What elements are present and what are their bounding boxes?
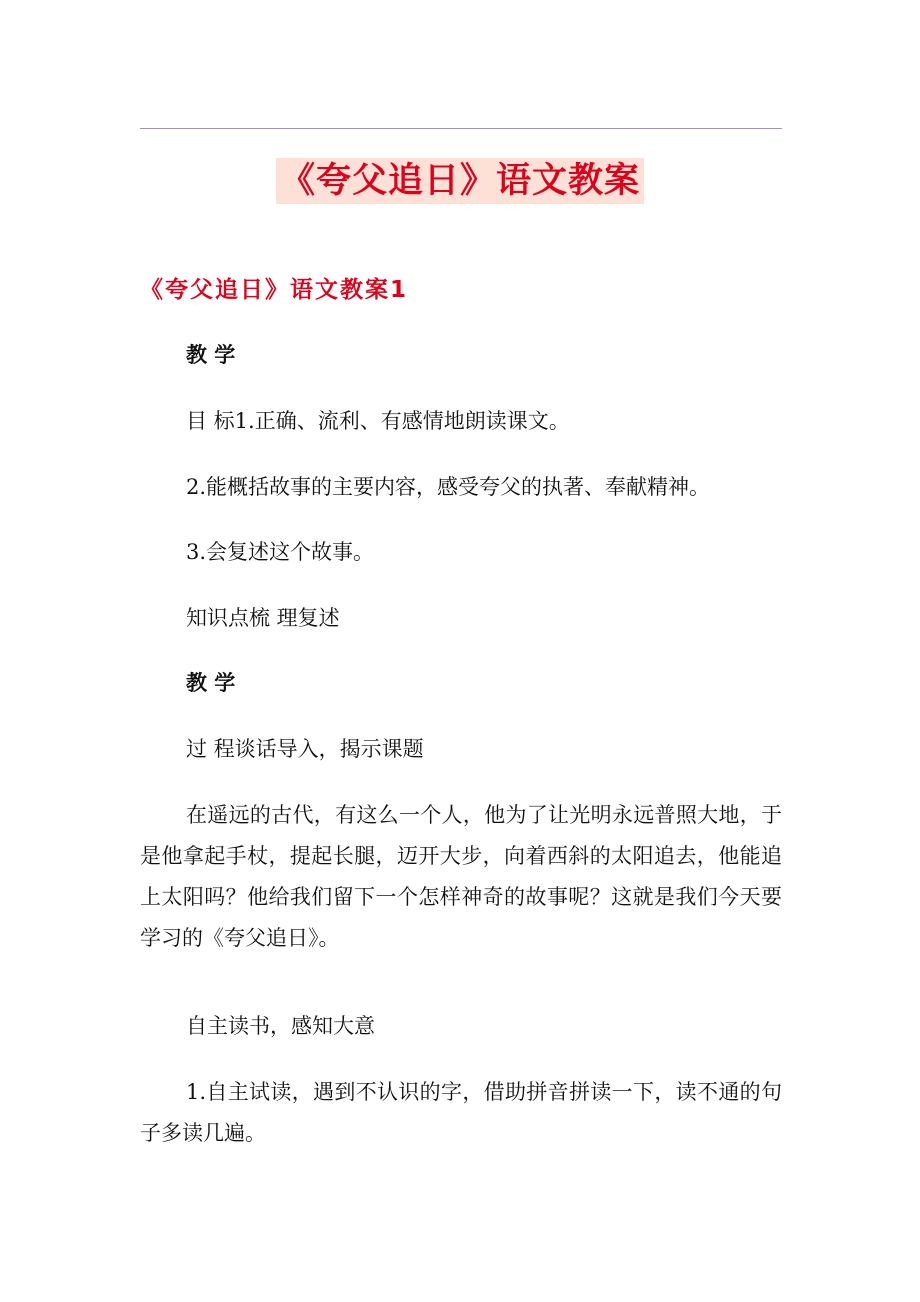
process-line: 过 程谈话导入，揭示课题 bbox=[186, 737, 424, 761]
top-divider-line bbox=[140, 128, 782, 129]
goal-line-2: 2.能概括故事的主要内容，感受夸父的执著、奉献精神。 bbox=[186, 475, 711, 499]
intro-paragraph: 在遥远的古代，有这么一个人，他为了让光明永远普照大地，于是他拿起手杖，提起长腿，迈开大步，向着西斜的太阳追去，他能追上太阳吗？他给我们留下一个怎样神奇的故事呢？这就是我们今天要学习的《夸父追日》。 bbox=[140, 803, 782, 950]
label-jiaoxue-2: 教 学 bbox=[186, 671, 236, 695]
title-container bbox=[0, 158, 920, 204]
goal-line-3: 3.会复述这个故事。 bbox=[186, 540, 375, 564]
self-read-heading: 自主读书，感知大意 bbox=[186, 1014, 375, 1038]
step-1-paragraph: 1.自主试读，遇到不认识的字，借助拼音拼读一下，读不通的句子多读几遍。 bbox=[140, 1080, 782, 1145]
label-jiaoxue-1: 教 学 bbox=[186, 343, 236, 367]
goal-line-1: 目 标1.正确、流利、有感情地朗读课文。 bbox=[186, 409, 570, 433]
document-title: 《夸父追日》语文教案 bbox=[276, 158, 644, 204]
knowledge-points-line: 知识点梳 理复述 bbox=[186, 606, 340, 630]
section-heading: 《夸父追日》语文教案1 bbox=[140, 277, 409, 303]
